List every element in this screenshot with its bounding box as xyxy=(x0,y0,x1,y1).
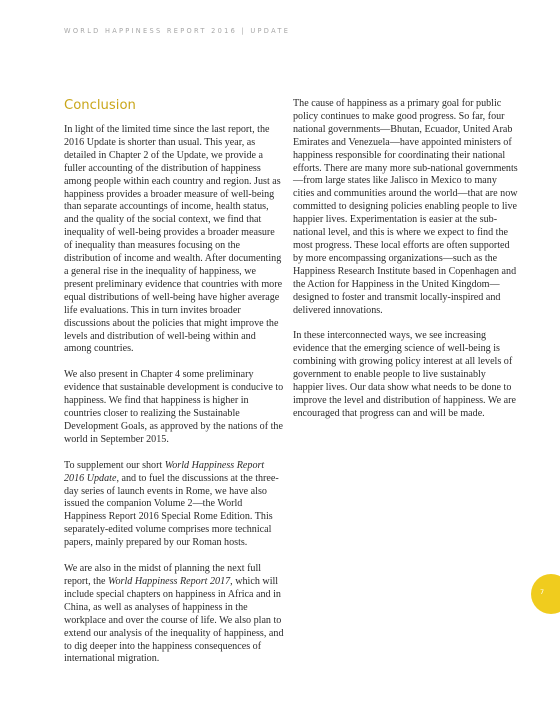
paragraph: The cause of happiness as a primary goal for public policy continues to make good progress. So far, four national governments—Bhutan, Ecuador, United Arab Emirates and Venezuela—have appointed ministers of happiness responsible for coordinating their national efforts. There are many more sub-national governments—from large states like Jalisco in Mexico to many cities and communities around the world—that are now committed to designing policies enabling people to live happier lives. Experimentation is easier at the sub-national level, and this is where we expect to find the most progress. These local efforts are often supported by more encompassing organizations—such as the Happiness Research Institute based in Copenhagen and the Action for Happiness in the United Kingdom—designed to foster and transmit locally-inspired and delivered innovations. xyxy=(293,98,518,316)
text-run: We are also in the midst of planning the next full report, the xyxy=(64,563,262,587)
italic-title: World Happiness Report 2016 Update xyxy=(64,459,265,484)
section-heading: Conclusion xyxy=(64,98,136,113)
right-column xyxy=(293,98,518,434)
italic-title: World Happiness Report 2017 xyxy=(108,576,231,587)
text-run: , which will include special chapters on happiness in Africa and in China, as well as analyses of happiness in the workplace and over the course of life. We also plan to extend our analysis of the inequality of happiness, and to dig deeper into the happiness consequences of international migration. xyxy=(64,576,284,665)
page-number: 7 xyxy=(540,588,545,596)
text-run: To supplement our short xyxy=(64,459,165,471)
paragraph: In these interconnected ways, we see increasing evidence that the emerging science of well-being is combining with growing policy interest at all levels of government to enable people to live sustainably happier lives. Our data show what needs to be done to improve the level and distribution of happiness. We are encouraged that progress can and will be made. xyxy=(293,330,516,419)
text-run: , and to fuel the discussions at the three-day series of launch events in Rome, we have also issued the companion Volume 2—the World Happiness Report 2016 Special Rome Edition. This separately-edited volume comprises more technical papers, mainly prepared by our Roman hosts. xyxy=(64,472,279,549)
page-number-tab xyxy=(531,574,560,614)
left-column xyxy=(64,96,285,679)
paragraph xyxy=(64,460,285,550)
running-header: WORLD HAPPINESS REPORT 2016 | UPDATE xyxy=(64,27,291,35)
paragraph: We also present in Chapter 4 some preliminary evidence that sustainable development is conducive to happiness. We find that happiness is higher in countries closer to realizing the Sustainable Development Goals, as approved by the nations of the world in September 2015. xyxy=(64,369,284,445)
paragraph xyxy=(64,563,285,666)
paragraph: In light of the limited time since the last report, the 2016 Update is shorter than usual. This year, as detailed in Chapter 2 of the Update, we provide a fuller accounting of the distribution of happiness among people within each country and region. Just as happiness provides a broader measure of well-being than separate accountings of income, health status, and the quality of the social context, we find that inequality of well-being provides a broader measure of inequality than measures focusing on the distribution of income and wealth. After documenting a general rise in the inequality of happiness, we present preliminary evidence that countries with more equal distributions of well-being have higher average life evaluations. This in turn invites broader discussions about the policies that might improve the levels and distribution of well-being within and among countries. xyxy=(64,124,283,355)
